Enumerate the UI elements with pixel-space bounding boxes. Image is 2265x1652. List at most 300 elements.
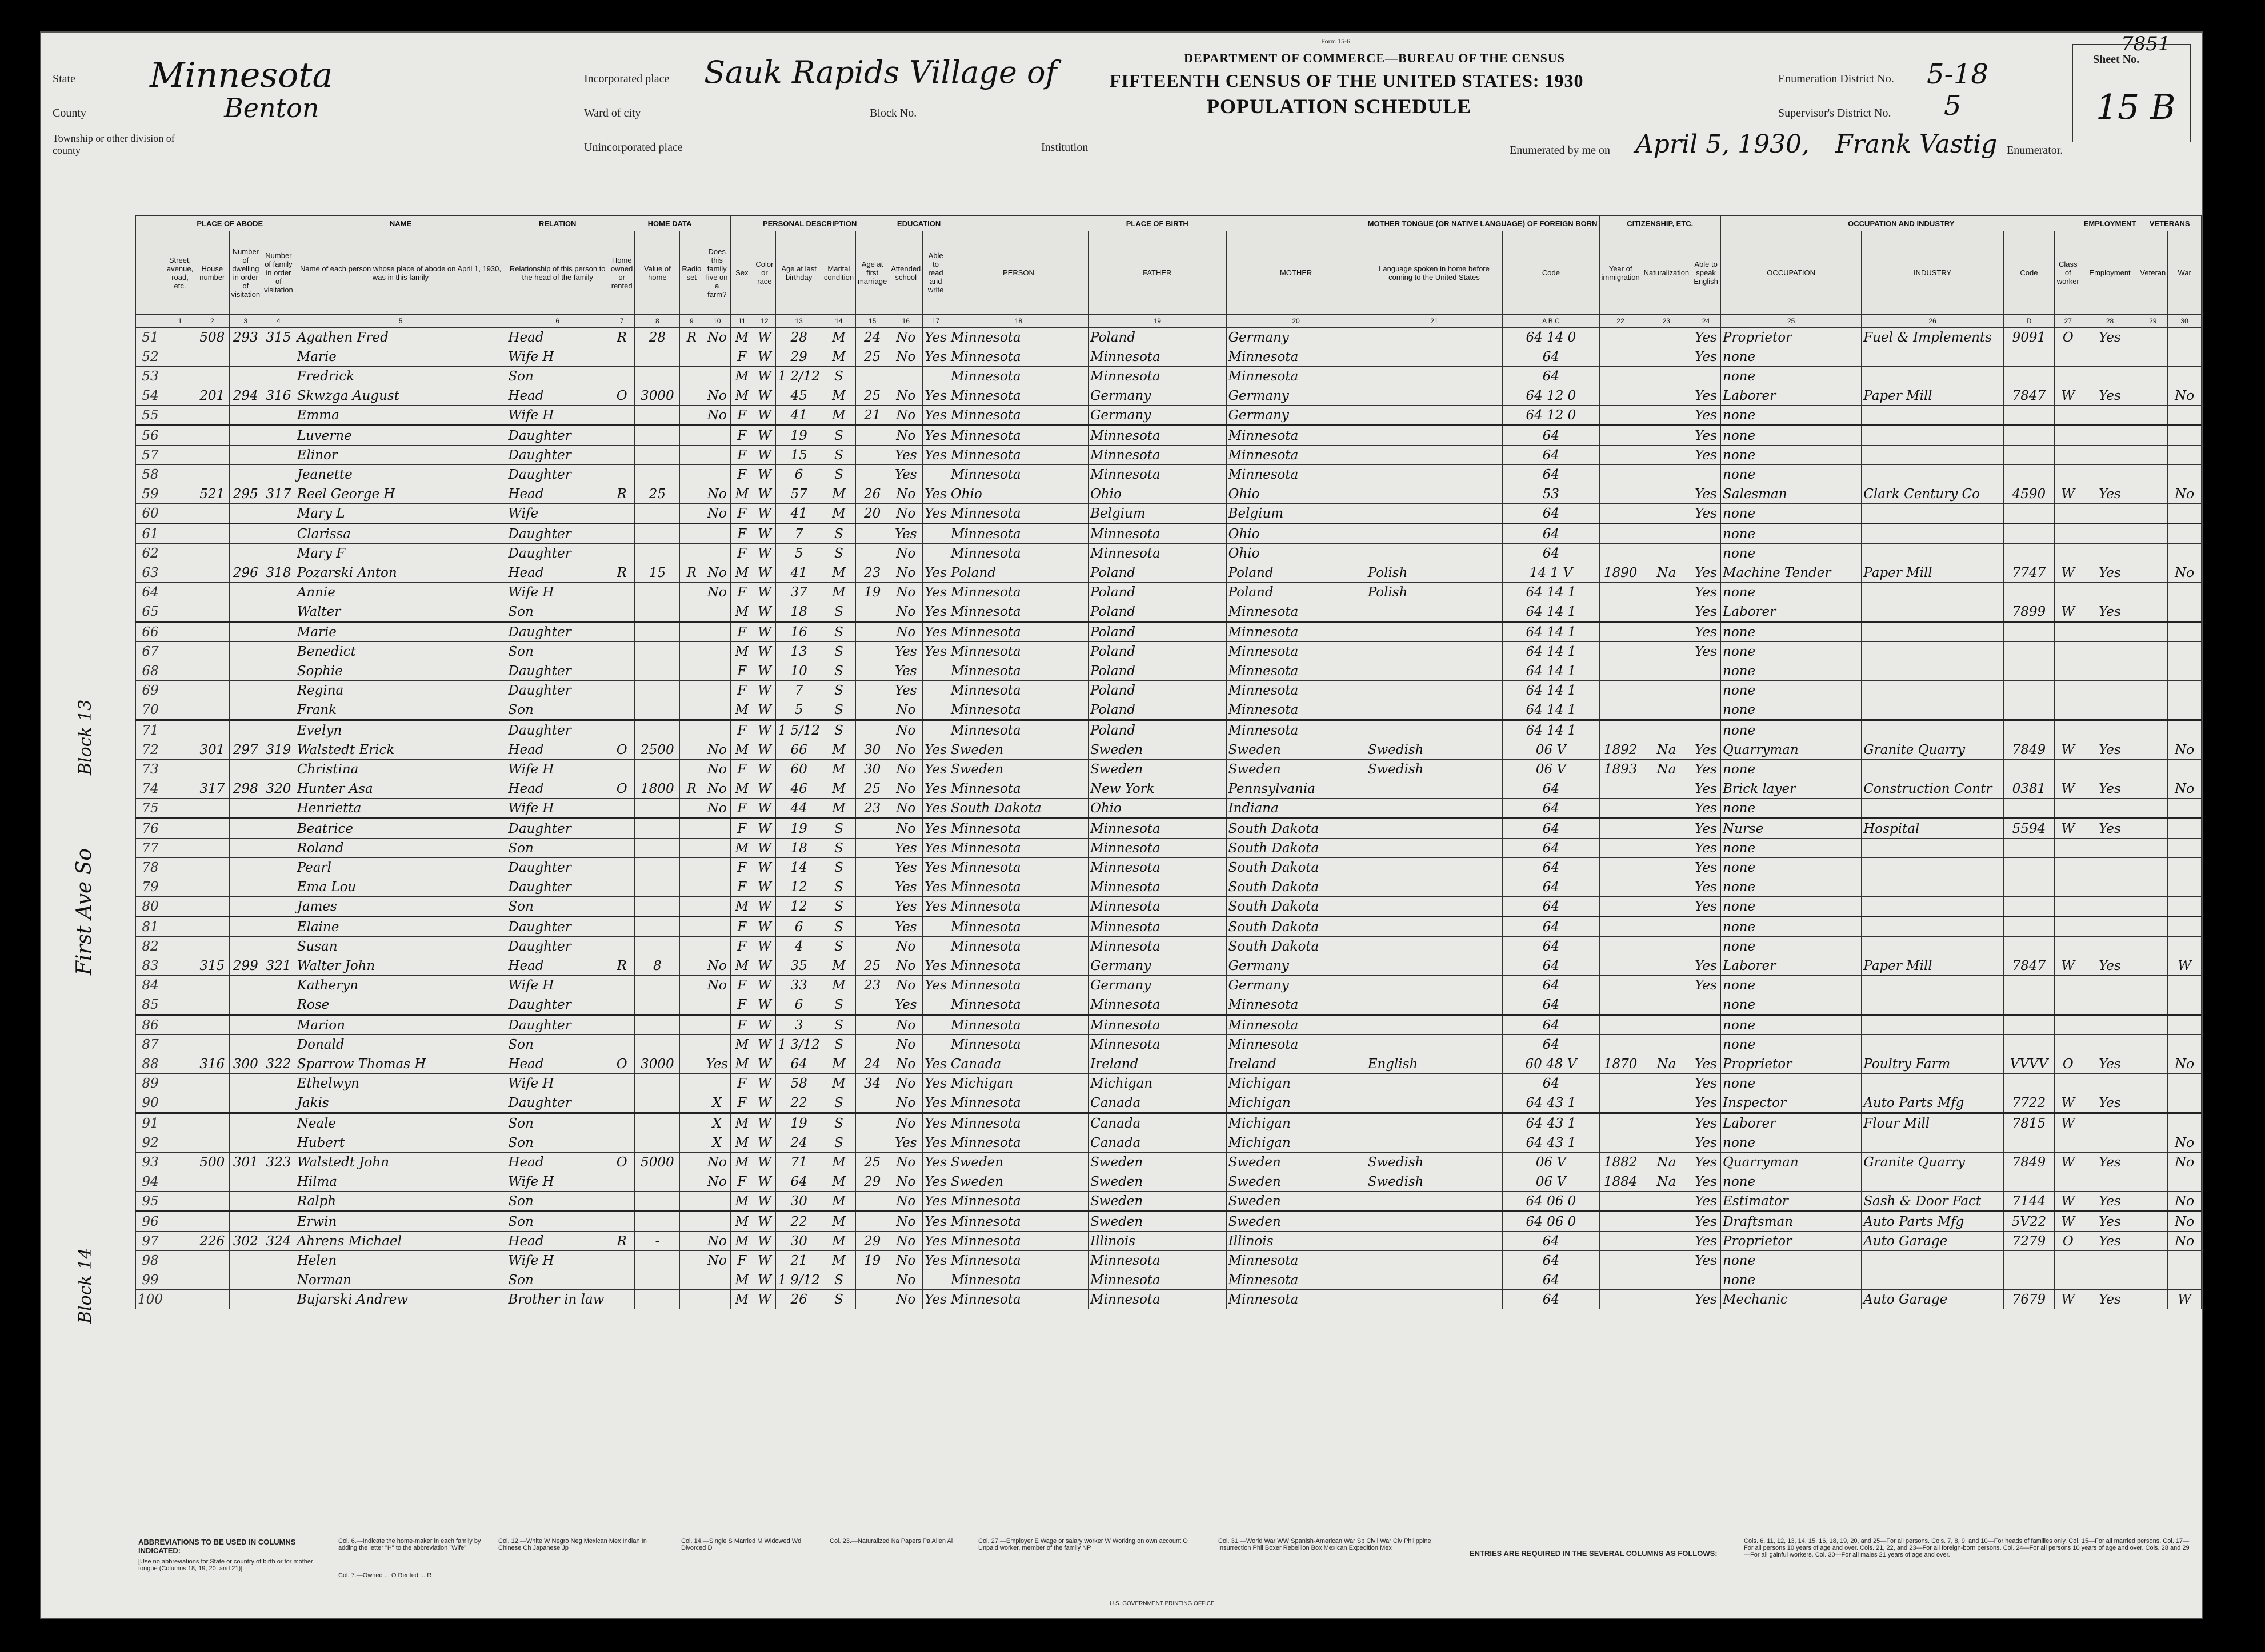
table-cell	[1599, 877, 1642, 897]
county-label: County	[53, 107, 86, 119]
abbrev-note: [Use no abbreviations for State or country of birth or for mother tongue (Columns 18, 19, 20, and 21)]	[138, 1558, 313, 1572]
supervisor-label: Supervisor's District No.	[1778, 107, 1891, 119]
table-cell: 5000	[635, 1153, 680, 1172]
table-cell	[1862, 602, 2004, 622]
table-cell: Yes	[923, 347, 949, 367]
table-cell	[2168, 976, 2202, 995]
table-cell: South Dakota	[1226, 819, 1366, 839]
table-cell: Illinois	[1089, 1232, 1227, 1251]
col-head: Able to read and write	[923, 231, 949, 315]
table-cell: Daughter	[506, 917, 609, 937]
table-cell: W	[2054, 484, 2082, 504]
table-cell	[2138, 1172, 2168, 1192]
table-cell: none	[1721, 976, 1862, 995]
table-row	[136, 504, 2202, 524]
table-cell	[1366, 642, 1503, 661]
table-cell	[703, 897, 731, 917]
table-cell	[680, 720, 703, 740]
table-cell	[1642, 661, 1691, 681]
table-cell	[1862, 897, 2004, 917]
table-cell	[2138, 956, 2168, 976]
table-row	[136, 367, 2202, 386]
table-cell: No	[2168, 740, 2202, 760]
table-cell	[609, 897, 635, 917]
table-cell	[1642, 465, 1691, 484]
col-head: OCCUPATION	[1721, 231, 1862, 315]
table-cell: Minnesota	[1089, 426, 1227, 446]
table-cell	[635, 760, 680, 779]
table-cell: 299	[229, 956, 262, 976]
table-cell	[195, 426, 229, 446]
table-cell	[680, 1054, 703, 1074]
table-cell	[635, 1035, 680, 1054]
table-cell: Ahrens Michael	[295, 1232, 506, 1251]
table-cell	[2138, 563, 2168, 583]
table-cell: Head	[506, 1232, 609, 1251]
table-cell	[680, 700, 703, 720]
table-cell	[1599, 1093, 1642, 1113]
col-num: 3	[229, 315, 262, 328]
table-cell	[609, 1093, 635, 1113]
table-cell: Yes	[1691, 622, 1721, 642]
table-cell: Yes	[923, 779, 949, 799]
table-cell: W	[753, 740, 776, 760]
table-cell	[1366, 1113, 1503, 1133]
table-cell	[2138, 877, 2168, 897]
table-cell	[1642, 877, 1691, 897]
table-cell: R	[609, 328, 635, 347]
table-cell: Swedish	[1366, 760, 1503, 779]
table-cell	[635, 446, 680, 465]
line-number: 53	[136, 367, 165, 386]
table-cell: Daughter	[506, 877, 609, 897]
col-num: 15	[855, 315, 889, 328]
table-cell: X	[703, 1093, 731, 1113]
table-cell: Draftsman	[1721, 1212, 1862, 1232]
table-cell	[165, 544, 195, 563]
table-cell: Laborer	[1721, 386, 1862, 406]
table-cell	[262, 406, 295, 426]
table-cell: 8	[635, 956, 680, 976]
table-cell: Son	[506, 839, 609, 858]
table-cell: 15	[635, 563, 680, 583]
table-cell: Minnesota	[949, 858, 1088, 877]
table-cell	[165, 917, 195, 937]
table-cell	[1366, 877, 1503, 897]
table-cell	[1366, 995, 1503, 1015]
table-cell	[262, 976, 295, 995]
table-cell	[2054, 877, 2082, 897]
table-cell: 64	[1503, 367, 1599, 386]
table-cell	[1599, 799, 1642, 819]
table-cell	[165, 386, 195, 406]
table-cell	[609, 642, 635, 661]
table-cell: W	[753, 602, 776, 622]
table-cell: 25	[855, 347, 889, 367]
table-cell: Illinois	[1226, 1232, 1366, 1251]
table-row	[136, 1270, 2202, 1290]
col-num: 18	[949, 315, 1088, 328]
table-cell: M	[731, 1212, 753, 1232]
table-cell	[2003, 1015, 2054, 1035]
table-cell	[1366, 839, 1503, 858]
table-cell	[1366, 484, 1503, 504]
table-cell: F	[731, 347, 753, 367]
table-cell	[680, 858, 703, 877]
table-cell: Poland	[1089, 720, 1227, 740]
table-cell	[1642, 1270, 1691, 1290]
table-cell: 23	[855, 563, 889, 583]
table-cell	[2168, 642, 2202, 661]
enum-district-value: 5-18	[1927, 58, 1988, 90]
table-cell	[165, 1153, 195, 1172]
table-cell: 1 9/12	[776, 1270, 822, 1290]
table-cell	[195, 1270, 229, 1290]
table-cell: 319	[262, 740, 295, 760]
table-cell	[2138, 700, 2168, 720]
table-cell	[1366, 1133, 1503, 1153]
table-cell	[2003, 720, 2054, 740]
line-number: 89	[136, 1074, 165, 1093]
table-cell	[1642, 1093, 1691, 1113]
table-cell	[2082, 367, 2138, 386]
table-cell	[1642, 347, 1691, 367]
table-cell: 64 14 1	[1503, 700, 1599, 720]
line-number: 51	[136, 328, 165, 347]
table-cell: Sweden	[1226, 1192, 1366, 1212]
table-cell	[680, 937, 703, 956]
table-cell	[165, 839, 195, 858]
table-cell	[855, 1270, 889, 1290]
table-cell: Inspector	[1721, 1093, 1862, 1113]
table-cell: 7	[776, 524, 822, 544]
table-cell	[1366, 406, 1503, 426]
table-cell: 29	[776, 347, 822, 367]
table-cell: Yes	[2082, 563, 2138, 583]
table-cell: Minnesota	[949, 642, 1088, 661]
table-cell: W	[753, 779, 776, 799]
table-row	[136, 720, 2202, 740]
table-cell: Minnesota	[1226, 1251, 1366, 1270]
table-cell	[2138, 858, 2168, 877]
table-cell	[609, 1251, 635, 1270]
table-cell	[635, 1093, 680, 1113]
table-cell	[165, 1054, 195, 1074]
table-cell: Germany	[1226, 386, 1366, 406]
table-cell: 64	[1503, 995, 1599, 1015]
table-cell: 14	[776, 858, 822, 877]
col-num: 22	[1599, 315, 1642, 328]
table-cell: Yes	[923, 1074, 949, 1093]
table-cell	[2168, 995, 2202, 1015]
table-cell	[680, 1093, 703, 1113]
table-cell: 64	[1503, 877, 1599, 897]
table-cell: Minnesota	[949, 583, 1088, 602]
table-cell: none	[1721, 504, 1862, 524]
table-cell	[855, 544, 889, 563]
table-cell	[609, 700, 635, 720]
table-row	[136, 1133, 2202, 1153]
table-cell	[1366, 524, 1503, 544]
table-cell	[703, 1074, 731, 1093]
table-cell	[2054, 937, 2082, 956]
table-cell: Minnesota	[949, 1113, 1088, 1133]
table-cell: 64 14 1	[1503, 661, 1599, 681]
table-cell: No	[889, 1290, 923, 1309]
table-cell: No	[889, 1251, 923, 1270]
table-cell: M	[731, 839, 753, 858]
table-cell: Pozarski Anton	[295, 563, 506, 583]
table-cell: Yes	[1691, 1172, 1721, 1192]
table-cell	[229, 858, 262, 877]
table-cell: Clarissa	[295, 524, 506, 544]
table-cell: 298	[229, 779, 262, 799]
table-cell	[262, 1093, 295, 1113]
table-cell: 500	[195, 1153, 229, 1172]
col-head: Relationship of this person to the head of the family	[506, 231, 609, 315]
table-cell: W	[753, 858, 776, 877]
table-cell	[1691, 917, 1721, 937]
table-cell: none	[1721, 1270, 1862, 1290]
table-cell	[165, 740, 195, 760]
table-cell: Yes	[889, 465, 923, 484]
col-head: INDUSTRY	[1862, 231, 2004, 315]
table-cell: S	[822, 1270, 855, 1290]
col-head: Number of dwelling in order of visitation	[229, 231, 262, 315]
table-row	[136, 760, 2202, 779]
table-cell: Sweden	[1226, 740, 1366, 760]
table-cell	[1862, 995, 2004, 1015]
table-cell	[2168, 937, 2202, 956]
table-cell: No	[703, 1172, 731, 1192]
table-cell	[1599, 367, 1642, 386]
table-cell: 64 06 0	[1503, 1212, 1599, 1232]
table-cell: Yes	[923, 504, 949, 524]
table-cell	[2138, 602, 2168, 622]
table-cell	[609, 1212, 635, 1232]
table-cell	[609, 937, 635, 956]
table-cell	[262, 937, 295, 956]
table-cell: Daughter	[506, 995, 609, 1015]
table-cell	[703, 858, 731, 877]
table-cell: 1 2/12	[776, 367, 822, 386]
table-cell: Yes	[1691, 877, 1721, 897]
table-cell: F	[731, 1015, 753, 1035]
table-cell	[195, 1192, 229, 1212]
col-num: 16	[889, 315, 923, 328]
table-cell	[2138, 524, 2168, 544]
table-cell: M	[731, 1153, 753, 1172]
table-cell	[2003, 700, 2054, 720]
table-cell: W	[2054, 956, 2082, 976]
table-cell: Minnesota	[949, 700, 1088, 720]
table-cell: No	[703, 484, 731, 504]
table-cell: 7679	[2003, 1290, 2054, 1309]
line-number: 97	[136, 1232, 165, 1251]
table-cell: none	[1721, 583, 1862, 602]
table-cell: F	[731, 406, 753, 426]
table-cell: Minnesota	[949, 720, 1088, 740]
line-number: 75	[136, 799, 165, 819]
table-cell: Yes	[889, 897, 923, 917]
table-cell	[2082, 720, 2138, 740]
table-cell	[2082, 1270, 2138, 1290]
table-cell: M	[822, 1251, 855, 1270]
table-cell: Auto Parts Mfg	[1862, 1212, 2004, 1232]
line-number: 77	[136, 839, 165, 858]
table-cell: 301	[195, 740, 229, 760]
table-cell: 7847	[2003, 956, 2054, 976]
table-cell: Michigan	[1226, 1074, 1366, 1093]
table-cell	[2138, 622, 2168, 642]
table-cell	[195, 976, 229, 995]
table-cell: 22	[776, 1093, 822, 1113]
table-cell	[2054, 661, 2082, 681]
table-cell: Minnesota	[949, 622, 1088, 642]
table-cell	[680, 1133, 703, 1153]
table-cell: none	[1721, 760, 1862, 779]
table-cell: Michigan	[1226, 1113, 1366, 1133]
group-veterans: VETERANS	[2138, 216, 2202, 231]
table-cell: Erwin	[295, 1212, 506, 1232]
table-cell: 64	[1503, 779, 1599, 799]
table-cell: Minnesota	[1226, 426, 1366, 446]
table-cell	[262, 839, 295, 858]
line-number: 74	[136, 779, 165, 799]
table-cell: none	[1721, 720, 1862, 740]
table-cell: No	[703, 1153, 731, 1172]
table-cell	[635, 504, 680, 524]
table-cell	[635, 524, 680, 544]
table-cell	[1366, 1074, 1503, 1093]
table-cell: 64	[1503, 976, 1599, 995]
table-cell: W	[753, 386, 776, 406]
table-cell	[2082, 681, 2138, 700]
table-cell: none	[1721, 1172, 1862, 1192]
table-cell: Head	[506, 563, 609, 583]
institution-label: Institution	[1041, 141, 1089, 154]
col-num: 25	[1721, 315, 1862, 328]
table-cell: M	[731, 1054, 753, 1074]
table-cell: Yes	[923, 839, 949, 858]
table-cell: Sweden	[1089, 760, 1227, 779]
table-cell: M	[822, 328, 855, 347]
table-cell	[855, 819, 889, 839]
table-cell	[1642, 367, 1691, 386]
table-cell	[1642, 917, 1691, 937]
table-cell	[609, 995, 635, 1015]
table-cell	[1691, 465, 1721, 484]
table-cell: W	[753, 976, 776, 995]
col-head: Home owned or rented	[609, 231, 635, 315]
line-number: 86	[136, 1015, 165, 1035]
table-cell: M	[822, 583, 855, 602]
table-cell: W	[753, 1153, 776, 1172]
table-cell	[1599, 1270, 1642, 1290]
table-cell	[1366, 1290, 1503, 1309]
table-cell: Poland	[1089, 563, 1227, 583]
col-num: 11	[731, 315, 753, 328]
table-cell	[262, 1133, 295, 1153]
table-cell: Poland	[1089, 583, 1227, 602]
table-cell	[229, 524, 262, 544]
table-cell	[1691, 1015, 1721, 1035]
table-cell: Minnesota	[949, 956, 1088, 976]
line-number: 92	[136, 1133, 165, 1153]
table-cell	[609, 583, 635, 602]
table-cell: S	[822, 1035, 855, 1054]
table-cell	[1599, 1015, 1642, 1035]
table-cell: 19	[855, 583, 889, 602]
table-cell: Yes	[2082, 1232, 2138, 1251]
line-number: 58	[136, 465, 165, 484]
table-cell: Son	[506, 367, 609, 386]
table-cell: M	[731, 1290, 753, 1309]
col-head: Street, avenue, road, etc.	[165, 231, 195, 315]
table-cell	[165, 1113, 195, 1133]
table-cell	[680, 544, 703, 563]
table-cell: 46	[776, 779, 822, 799]
table-cell: Sweden	[949, 1172, 1088, 1192]
table-cell	[609, 1133, 635, 1153]
table-cell: 64 14 0	[1503, 328, 1599, 347]
table-cell	[2003, 1270, 2054, 1290]
table-cell: none	[1721, 700, 1862, 720]
table-cell	[1862, 937, 2004, 956]
table-cell	[229, 897, 262, 917]
table-cell: W	[753, 937, 776, 956]
table-cell: R	[609, 563, 635, 583]
table-cell: 12	[776, 877, 822, 897]
table-cell: Minnesota	[949, 1093, 1088, 1113]
table-cell: 64 14 1	[1503, 622, 1599, 642]
table-cell	[1599, 1290, 1642, 1309]
table-cell	[262, 760, 295, 779]
table-cell	[2003, 1074, 2054, 1093]
table-cell: 64 43 1	[1503, 1093, 1599, 1113]
table-cell	[2003, 426, 2054, 446]
col-num: 28	[2082, 315, 2138, 328]
table-cell: 64	[776, 1054, 822, 1074]
table-cell: Yes	[1691, 819, 1721, 839]
table-cell: Yes	[1691, 504, 1721, 524]
table-cell: F	[731, 720, 753, 740]
table-cell	[229, 446, 262, 465]
table-cell: Wife H	[506, 347, 609, 367]
table-cell	[1599, 720, 1642, 740]
table-cell: Yes	[1691, 839, 1721, 858]
table-cell	[2138, 386, 2168, 406]
table-cell	[1366, 917, 1503, 937]
table-cell: Yes	[1691, 956, 1721, 976]
table-cell	[1642, 484, 1691, 504]
table-cell	[1691, 720, 1721, 740]
table-cell: Wife H	[506, 406, 609, 426]
table-cell	[165, 819, 195, 839]
table-cell: No	[889, 1232, 923, 1251]
table-cell	[195, 465, 229, 484]
table-cell: 19	[776, 426, 822, 446]
table-cell	[262, 720, 295, 740]
footer-col6: Col. 6.—Indicate the home-maker in each family by adding the letter "H" to the abbreviation "Wife"	[338, 1538, 481, 1551]
table-cell	[195, 583, 229, 602]
table-cell: Poland	[1089, 328, 1227, 347]
table-cell	[165, 426, 195, 446]
table-cell	[703, 426, 731, 446]
table-cell: M	[822, 976, 855, 995]
group-education: EDUCATION	[889, 216, 949, 231]
table-cell: Yes	[923, 622, 949, 642]
